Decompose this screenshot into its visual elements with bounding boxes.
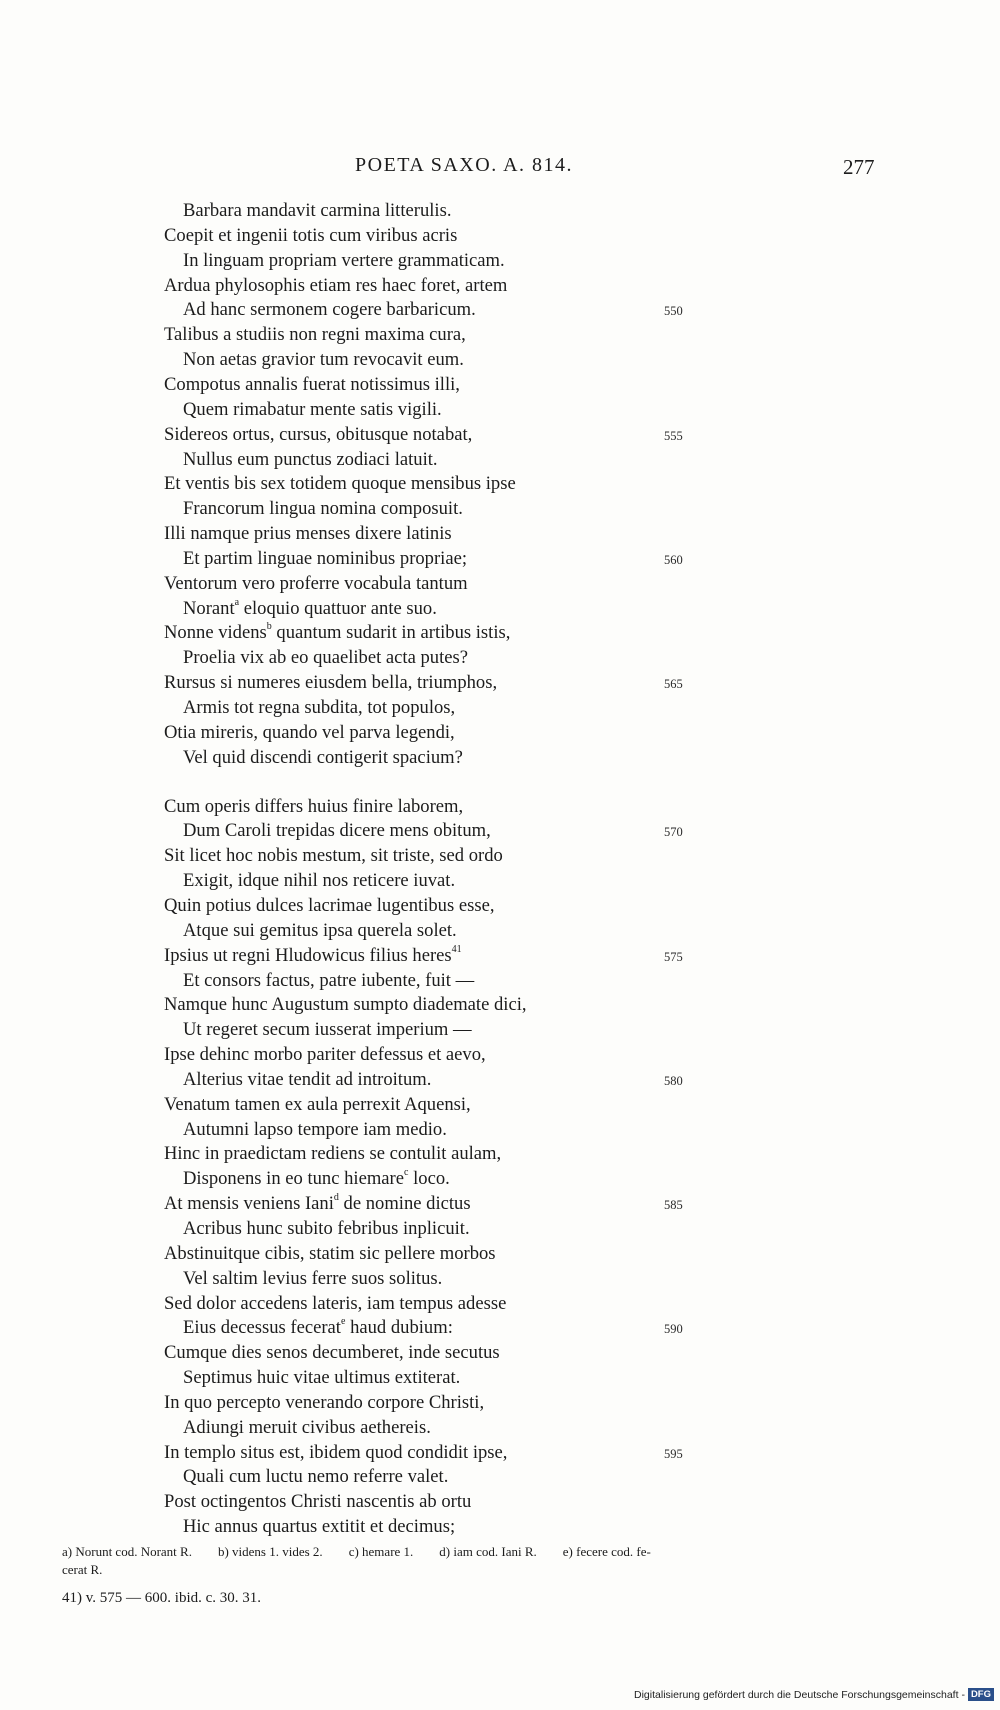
footnote-marker: a bbox=[234, 596, 240, 608]
footnote-item: b) videns 1. vides 2. bbox=[217, 1544, 323, 1559]
verse-text-main: Exigit, idque nihil nos reticere iuvat. bbox=[183, 870, 456, 891]
verse-text bbox=[183, 1216, 470, 1241]
verse-text bbox=[183, 868, 455, 893]
verse-text bbox=[164, 521, 452, 546]
verse-text-main: Septimus huic vitae ultimus extiterat. bbox=[183, 1367, 461, 1388]
verse-text bbox=[164, 322, 466, 347]
verse-text-main: Proelia vix ab eo quaelibet acta putes? bbox=[183, 647, 468, 668]
footnote-continuation: cerat R. bbox=[62, 1562, 103, 1577]
verse-line bbox=[0, 546, 1000, 571]
verse-line bbox=[0, 918, 1000, 943]
verse-line bbox=[0, 645, 1000, 670]
verse-text bbox=[183, 1315, 453, 1340]
verse-text bbox=[183, 248, 505, 273]
verse-line bbox=[0, 297, 1000, 322]
source-reference-note: 41) v. 575 — 600. ibid. c. 30. 31. bbox=[62, 1590, 262, 1606]
verse-line bbox=[0, 943, 1000, 968]
line-number: 575 bbox=[664, 950, 683, 964]
verse-text-rest: loco. bbox=[408, 1168, 450, 1189]
verse-line bbox=[0, 794, 1000, 819]
verse-text bbox=[164, 571, 468, 596]
verse-text bbox=[183, 297, 476, 322]
verse-line bbox=[0, 198, 1000, 223]
verse-text-main: Cum operis differs huius finire laborem, bbox=[164, 796, 464, 817]
footnote-marker: 41 bbox=[451, 943, 462, 955]
credit-text: Digitalisierung gefördert durch die Deutsche Forschungsgemeinschaft - bbox=[634, 1688, 965, 1701]
verse-text bbox=[183, 198, 451, 223]
verse-text bbox=[183, 1464, 448, 1489]
footnote-item: c) hemare 1. bbox=[348, 1544, 414, 1559]
verse-text bbox=[164, 1440, 507, 1465]
verse-text-main: Francorum lingua nomina composuit. bbox=[183, 498, 463, 519]
verse-text-main: Ardua phylosophis etiam res haec foret, artem bbox=[164, 275, 508, 296]
verse-line bbox=[0, 1042, 1000, 1067]
verse-text-rest: de nomine dictus bbox=[338, 1193, 471, 1214]
verse-line bbox=[0, 818, 1000, 843]
verse-text-main: Ipsius ut regni Hludowicus filius heres bbox=[164, 945, 452, 966]
verse-text-main: Venatum tamen ex aula perrexit Aquensi, bbox=[164, 1094, 471, 1115]
verse-text bbox=[164, 1340, 500, 1365]
verse-line bbox=[0, 1266, 1000, 1291]
line-number: 570 bbox=[664, 825, 683, 839]
verse-line bbox=[0, 347, 1000, 372]
verse-line bbox=[0, 1514, 1000, 1539]
verse-text-main: Eius decessus fecerat bbox=[183, 1317, 341, 1338]
footnote-marker: b bbox=[266, 620, 272, 632]
verse-text-main: Compotus annalis fuerat notissimus illi, bbox=[164, 374, 460, 395]
verse-text bbox=[183, 645, 468, 670]
verse-line bbox=[0, 720, 1000, 745]
verse-line bbox=[0, 968, 1000, 993]
verse-line bbox=[0, 273, 1000, 298]
verse-text-main: Autumni lapso tempore iam medio. bbox=[183, 1119, 447, 1140]
verse-text-main: Hic annus quartus extitit et decimus; bbox=[183, 1516, 456, 1537]
verse-text-main: Armis tot regna subdita, tot populos, bbox=[183, 697, 456, 718]
footnote-item: d) iam cod. Iani R. bbox=[439, 1544, 537, 1559]
verse-line bbox=[0, 372, 1000, 397]
line-number: 580 bbox=[664, 1074, 683, 1088]
verse-line bbox=[0, 1365, 1000, 1390]
line-number: 560 bbox=[664, 553, 683, 567]
verse-line bbox=[0, 1390, 1000, 1415]
verse-line bbox=[0, 1315, 1000, 1340]
verse-text-main: Hinc in praedictam rediens se contulit aulam, bbox=[164, 1143, 502, 1164]
verse-text-main: Sidereos ortus, cursus, obitusque notabat, bbox=[164, 424, 473, 445]
verse-text bbox=[183, 496, 463, 521]
line-number: 550 bbox=[664, 304, 683, 318]
verse-line bbox=[0, 992, 1000, 1017]
line-number: 595 bbox=[664, 1447, 683, 1461]
footnote-item: a) Norunt cod. Norant R. bbox=[62, 1544, 192, 1559]
verse-text-main: Ut regeret secum iusserat imperium — bbox=[183, 1019, 472, 1040]
verse-text-main: Sed dolor accedens lateris, iam tempus adesse bbox=[164, 1293, 507, 1314]
verse-text bbox=[183, 968, 474, 993]
verse-text-main: Adiungi meruit civibus aethereis. bbox=[183, 1417, 431, 1438]
verse-text-main: Namque hunc Augustum sumpto diademate dici, bbox=[164, 994, 527, 1015]
verse-line bbox=[0, 893, 1000, 918]
verse-text bbox=[164, 720, 455, 745]
verse-line bbox=[0, 1117, 1000, 1142]
verse-text-main: Alterius vitae tendit ad introitum. bbox=[183, 1069, 432, 1090]
verse-line bbox=[0, 843, 1000, 868]
verse-line bbox=[0, 1464, 1000, 1489]
verse-text bbox=[183, 695, 455, 720]
verse-text bbox=[183, 397, 442, 422]
verse-text-main: Vel quid discendi contigerit spacium? bbox=[183, 747, 463, 768]
verse-text-main: Sit licet hoc nobis mestum, sit triste, sed ordo bbox=[164, 845, 503, 866]
verse-line bbox=[0, 1415, 1000, 1440]
footnote-marker: c bbox=[404, 1166, 409, 1178]
verse-line bbox=[0, 1216, 1000, 1241]
verse-text-main: Nonne videns bbox=[164, 622, 267, 643]
verse-line bbox=[0, 868, 1000, 893]
verse-text-main: Et ventis bis sex totidem quoque mensibus ipse bbox=[164, 473, 516, 494]
verse-text-main: Ventorum vero proferre vocabula tantum bbox=[164, 573, 468, 594]
verse-text bbox=[164, 372, 460, 397]
verse-line bbox=[0, 745, 1000, 770]
verse-line bbox=[0, 397, 1000, 422]
verse-text-main: Ad hanc sermonem cogere barbaricum. bbox=[183, 299, 476, 320]
verse-text bbox=[183, 1514, 455, 1539]
verse-text-main: Quali cum luctu nemo referre valet. bbox=[183, 1466, 449, 1487]
verse-text bbox=[164, 422, 472, 447]
verse-text bbox=[164, 992, 527, 1017]
verse-text-main: Non aetas gravior tum revocavit eum. bbox=[183, 349, 464, 370]
verse-text bbox=[183, 1117, 447, 1142]
verse-text-main: Cumque dies senos decumberet, inde secutus bbox=[164, 1342, 500, 1363]
running-head bbox=[0, 154, 1000, 184]
line-number: 585 bbox=[664, 1198, 683, 1212]
verse-text bbox=[164, 843, 503, 868]
verse-text bbox=[183, 347, 464, 372]
verse-line bbox=[0, 422, 1000, 447]
line-number: 555 bbox=[664, 429, 683, 443]
footnote-item: e) fecere cod. fe- bbox=[562, 1544, 651, 1559]
verse-text-main: Illi namque prius menses dixere latinis bbox=[164, 523, 452, 544]
verse-text bbox=[183, 546, 467, 571]
footnote-marker: d bbox=[333, 1191, 339, 1203]
verse-text bbox=[183, 1166, 450, 1191]
verse-text-main: Talibus a studiis non regni maxima cura, bbox=[164, 324, 466, 345]
running-title: POETA SAXO. A. 814. bbox=[355, 154, 574, 176]
footnote-row bbox=[62, 1543, 902, 1561]
verse-line bbox=[0, 596, 1000, 621]
verse-text bbox=[164, 223, 457, 248]
verse-line bbox=[0, 620, 1000, 645]
verse-text bbox=[164, 1489, 471, 1514]
verse-text bbox=[164, 893, 494, 918]
verse-text bbox=[183, 1017, 472, 1042]
verse-text-main: Et consors factus, patre iubente, fuit — bbox=[183, 970, 475, 991]
verse-text bbox=[183, 745, 463, 770]
verse-text-main: Coepit et ingenii totis cum viribus acris bbox=[164, 225, 458, 246]
verse-text-main: Dum Caroli trepidas dicere mens obitum, bbox=[183, 820, 491, 841]
verse-text bbox=[164, 1241, 496, 1266]
page-number: 277 bbox=[843, 155, 875, 179]
verse-line bbox=[0, 521, 1000, 546]
verse-line bbox=[0, 447, 1000, 472]
verse-text bbox=[164, 1291, 506, 1316]
verse-text bbox=[164, 1390, 484, 1415]
verse-line bbox=[0, 1241, 1000, 1266]
verse-text-main: Post octingentos Christi nascentis ab ortu bbox=[164, 1491, 472, 1512]
verse-text bbox=[183, 918, 457, 943]
verse-text bbox=[183, 596, 437, 621]
verse-text bbox=[164, 620, 510, 645]
verse-text-main: At mensis veniens Iani bbox=[164, 1193, 334, 1214]
verse-text bbox=[183, 1365, 460, 1390]
verse-line bbox=[0, 223, 1000, 248]
verse-line bbox=[0, 1191, 1000, 1216]
verse-text-main: Quin potius dulces lacrimae lugentibus esse, bbox=[164, 895, 495, 916]
verse-text bbox=[164, 943, 462, 968]
verse-line bbox=[0, 248, 1000, 273]
verse-text-rest: haud dubium: bbox=[345, 1317, 453, 1338]
verse-line bbox=[0, 1291, 1000, 1316]
verse-text bbox=[183, 818, 491, 843]
verse-line bbox=[0, 670, 1000, 695]
verse-text-main: In templo situs est, ibidem quod condidit ipse, bbox=[164, 1442, 508, 1463]
verse-text-main: Barbara mandavit carmina litterulis. bbox=[183, 200, 452, 221]
verse-line bbox=[0, 1489, 1000, 1514]
line-number: 565 bbox=[664, 677, 683, 691]
verse-text-main: Ipse dehinc morbo pariter defessus et aevo, bbox=[164, 1044, 486, 1065]
verse-text-main: Et partim linguae nominibus propriae; bbox=[183, 548, 468, 569]
verse-text-main: Nullus eum punctus zodiaci latuit. bbox=[183, 449, 438, 470]
verse-line bbox=[0, 1166, 1000, 1191]
verse-line bbox=[0, 695, 1000, 720]
verse-line bbox=[0, 471, 1000, 496]
verse-text-main: Abstinuitque cibis, statim sic pellere morbos bbox=[164, 1243, 496, 1264]
verse-line bbox=[0, 1340, 1000, 1365]
verse-text-main: In linguam propriam vertere grammaticam. bbox=[183, 250, 505, 271]
verse-text bbox=[164, 273, 507, 298]
verse-text bbox=[183, 447, 438, 472]
verse-line bbox=[0, 1141, 1000, 1166]
footnote-marker: e bbox=[340, 1315, 346, 1327]
verse-text-main: Acribus hunc subito febribus inplicuit. bbox=[183, 1218, 470, 1239]
verse-line bbox=[0, 1017, 1000, 1042]
verse-text-main: Vel saltim levius ferre suos solitus. bbox=[183, 1268, 443, 1289]
verse-text bbox=[164, 670, 497, 695]
verse-text-main: Atque sui gemitus ipsa querela solet. bbox=[183, 920, 457, 941]
footnotes bbox=[62, 1543, 902, 1579]
verse-text-main: Quem rimabatur mente satis vigili. bbox=[183, 399, 442, 420]
verse-line bbox=[0, 1440, 1000, 1465]
digitization-credit bbox=[634, 1688, 994, 1701]
verse-text bbox=[164, 1141, 501, 1166]
dfg-logo: DFG bbox=[968, 1688, 994, 1701]
line-number: 590 bbox=[664, 1322, 683, 1336]
verse-text bbox=[164, 471, 516, 496]
verse-line bbox=[0, 322, 1000, 347]
verse-line bbox=[0, 1092, 1000, 1117]
verse-text-main: Disponens in eo tunc hiemare bbox=[183, 1168, 405, 1189]
verse-text bbox=[183, 1415, 431, 1440]
verse-text-main: In quo percepto venerando corpore Christi, bbox=[164, 1392, 485, 1413]
verse-text-rest: eloquio quattuor ante suo. bbox=[239, 598, 437, 619]
verse-text bbox=[164, 794, 463, 819]
verse-text bbox=[183, 1266, 442, 1291]
verse-text-main: Rursus si numeres eiusdem bella, triumphos, bbox=[164, 672, 498, 693]
verse-text bbox=[164, 1042, 486, 1067]
verse-line bbox=[0, 496, 1000, 521]
verse-text bbox=[164, 1092, 471, 1117]
verse-text-rest: quantum sudarit in artibus istis, bbox=[271, 622, 511, 643]
verse-line bbox=[0, 571, 1000, 596]
verse-line bbox=[0, 1067, 1000, 1092]
verse-text-main: Norant bbox=[183, 598, 235, 619]
verse-text bbox=[164, 1191, 471, 1216]
verse-text bbox=[183, 1067, 431, 1092]
verse-text-main: Otia mireris, quando vel parva legendi, bbox=[164, 722, 455, 743]
